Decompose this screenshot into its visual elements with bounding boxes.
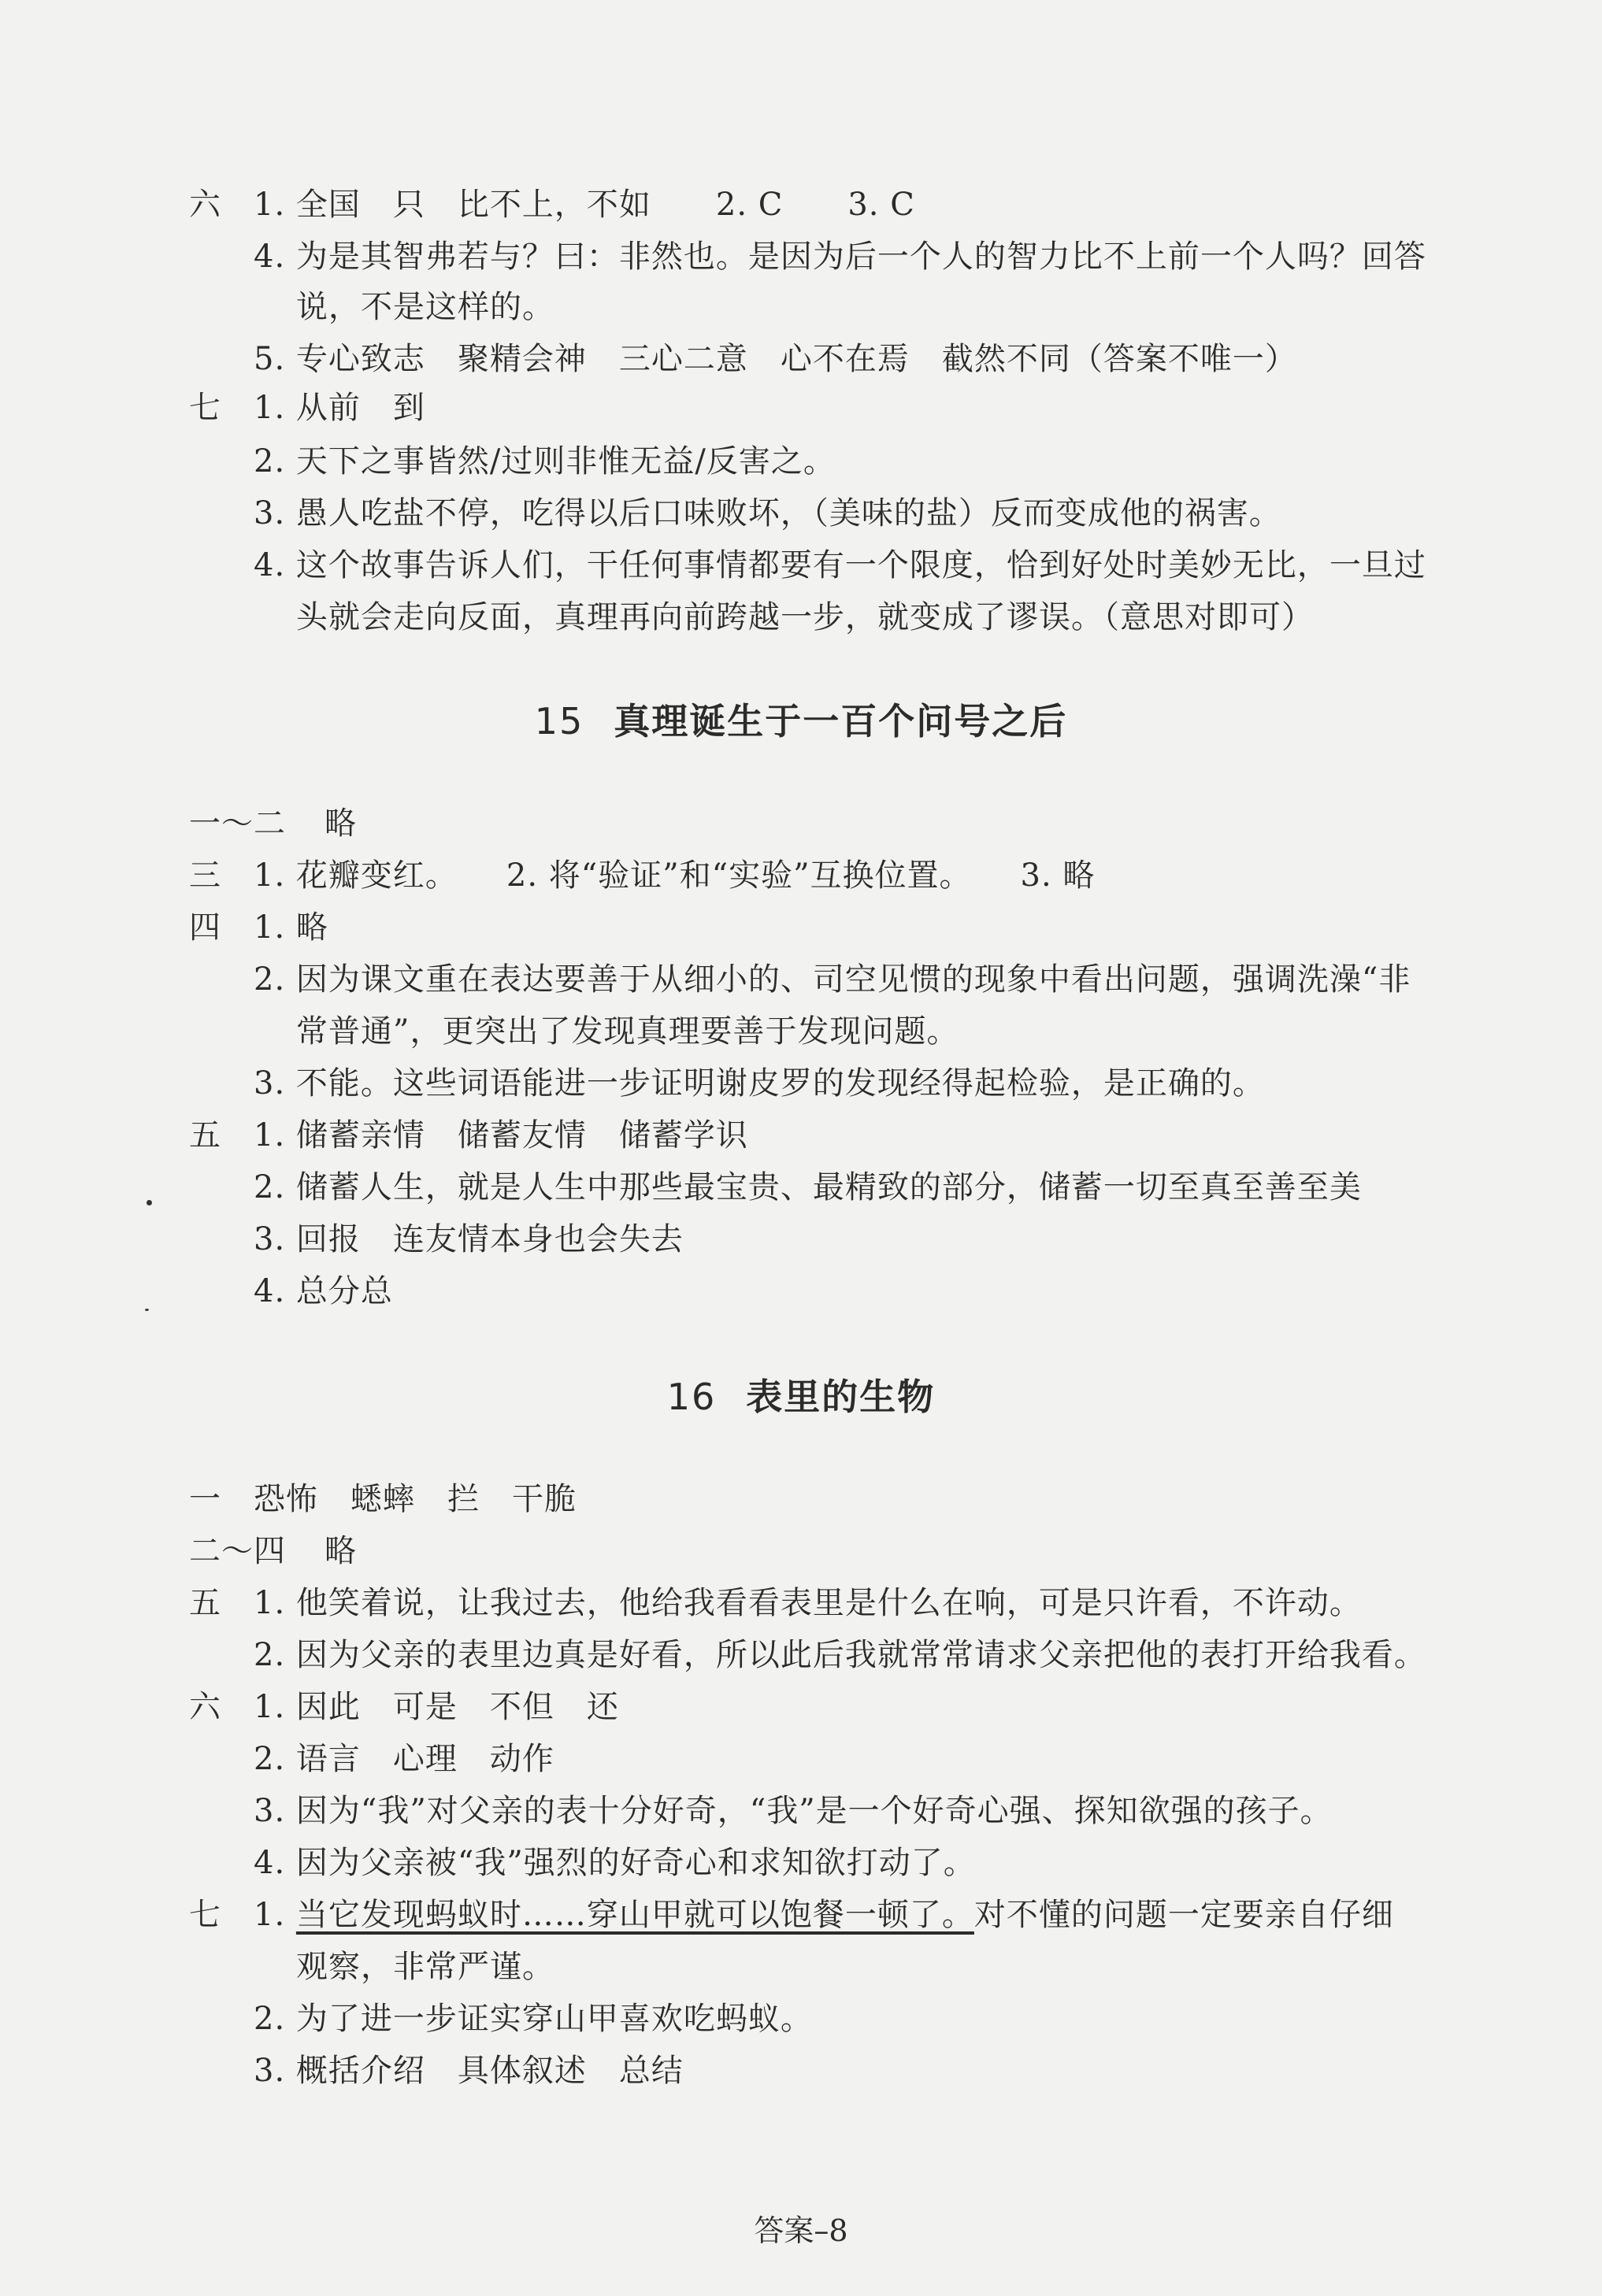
underlined-quote: 当它发现蚂蚁时……穿山甲就可以饱餐一顿了。	[295, 1897, 974, 1933]
answer-line: 3. 不能。这些词语能进一步证明谢皮罗的发现经得起检验，是正确的。	[254, 1065, 1265, 1102]
scan-speck	[145, 1309, 149, 1311]
section-title	[0, 698, 1602, 745]
question-section-label: 五	[189, 1117, 221, 1154]
answer-line: 2. 因为课文重在表达要善于从细小的、司空见惯的现象中看出问题，强调洗澡“非	[254, 961, 1411, 998]
question-section-label: 七	[189, 1897, 221, 1933]
answer-line: 2. 储蓄人生，就是人生中那些最宝贵、最精致的部分，储蓄一切至真至善至美	[254, 1169, 1362, 1205]
answer-line: 1. 当它发现蚂蚁时……穿山甲就可以饱餐一顿了。对不懂的问题一定要亲自仔细	[254, 1897, 1394, 1933]
answer-line: 1. 全国 只 比不上，不如 2. C 3. C	[254, 187, 915, 223]
answer-line: 3. 愚人吃盐不停，吃得以后口味败坏，（美味的盐）反而变成他的祸害。	[254, 495, 1281, 531]
scan-speck	[146, 1200, 152, 1205]
question-section-label: 一～二	[189, 805, 286, 842]
answer-line: 1. 花瓣变红。 2. 将“验证”和“实验”互换位置。 3. 略	[254, 857, 1096, 894]
section-title	[0, 1373, 1602, 1420]
answer-line: 1. 因此 可是 不但 还	[254, 1689, 619, 1725]
question-section-label: 七	[189, 390, 221, 426]
answer-line: 1. 略	[254, 909, 328, 946]
section-title-text: 真理诞生于一百个问号之后	[614, 700, 1068, 742]
answer-line: 1. 他笑着说，让我过去，他给我看看表里是什么在响，可是只许看，不许动。	[254, 1585, 1362, 1621]
answer-line: 5. 专心致志 聚精会神 三心二意 心不在焉 截然不同（答案不唯一）	[254, 341, 1297, 377]
question-section-label: 六	[189, 187, 221, 223]
answer-line: 2. 语言 心理 动作	[254, 1741, 554, 1777]
answer-line: 4. 这个故事告诉人们，干任何事情都要有一个限度，恰到好处时美妙无比，一旦过	[254, 547, 1426, 583]
answer-line: 3. 因为“我”对父亲的表十分好奇，“我”是一个好奇心强、探知欲强的孩子。	[254, 1793, 1333, 1829]
answer-line: 2. 天下之事皆然/过则非惟无益/反害之。	[254, 443, 836, 480]
question-section-label: 五	[189, 1585, 221, 1621]
question-section-label: 一	[189, 1481, 221, 1517]
answer-line: 头就会走向反面，真理再向前跨越一步，就变成了谬误。（意思对即可）	[296, 599, 1314, 635]
page-footer: 答案–8	[754, 2213, 848, 2248]
answer-line: 观察，非常严谨。	[296, 1949, 554, 1985]
question-section-label: 三	[189, 857, 221, 894]
section-title-number: 15	[534, 700, 584, 742]
answer-line: 4. 因为父亲被“我”强烈的好奇心和求知欲打动了。	[254, 1845, 976, 1881]
question-section-label: 六	[189, 1689, 221, 1725]
section-title-text: 表里的生物	[746, 1376, 936, 1418]
answer-line: 恐怖 蟋蟀 拦 干脆	[254, 1481, 577, 1517]
answer-line: 4. 总分总	[254, 1273, 393, 1309]
answer-line: 3. 概括介绍 具体叙述 总结	[254, 2053, 684, 2089]
answer-line: 1. 从前 到	[254, 390, 425, 426]
answer-line: 4. 为是其智弗若与？曰：非然也。是因为后一个人的智力比不上前一个人吗？回答	[254, 239, 1426, 275]
answer-line: 略	[324, 1533, 357, 1569]
answer-line: 3. 回报 连友情本身也会失去	[254, 1221, 684, 1257]
answer-line: 2. 为了进一步证实穿山甲喜欢吃蚂蚁。	[254, 2001, 813, 2037]
answer-line: 2. 因为父亲的表里边真是好看，所以此后我就常常请求父亲把他的表打开给我看。	[254, 1637, 1426, 1673]
section-title-number: 16	[666, 1376, 717, 1418]
answer-line: 常普通”，更突出了发现真理要善于发现问题。	[296, 1013, 959, 1050]
question-section-label: 四	[189, 909, 221, 946]
answer-line: 说，不是这样的。	[296, 289, 554, 325]
answer-line: 1. 储蓄亲情 储蓄友情 储蓄学识	[254, 1117, 748, 1154]
question-section-label: 二～四	[189, 1533, 286, 1569]
answer-line: 略	[324, 805, 357, 842]
